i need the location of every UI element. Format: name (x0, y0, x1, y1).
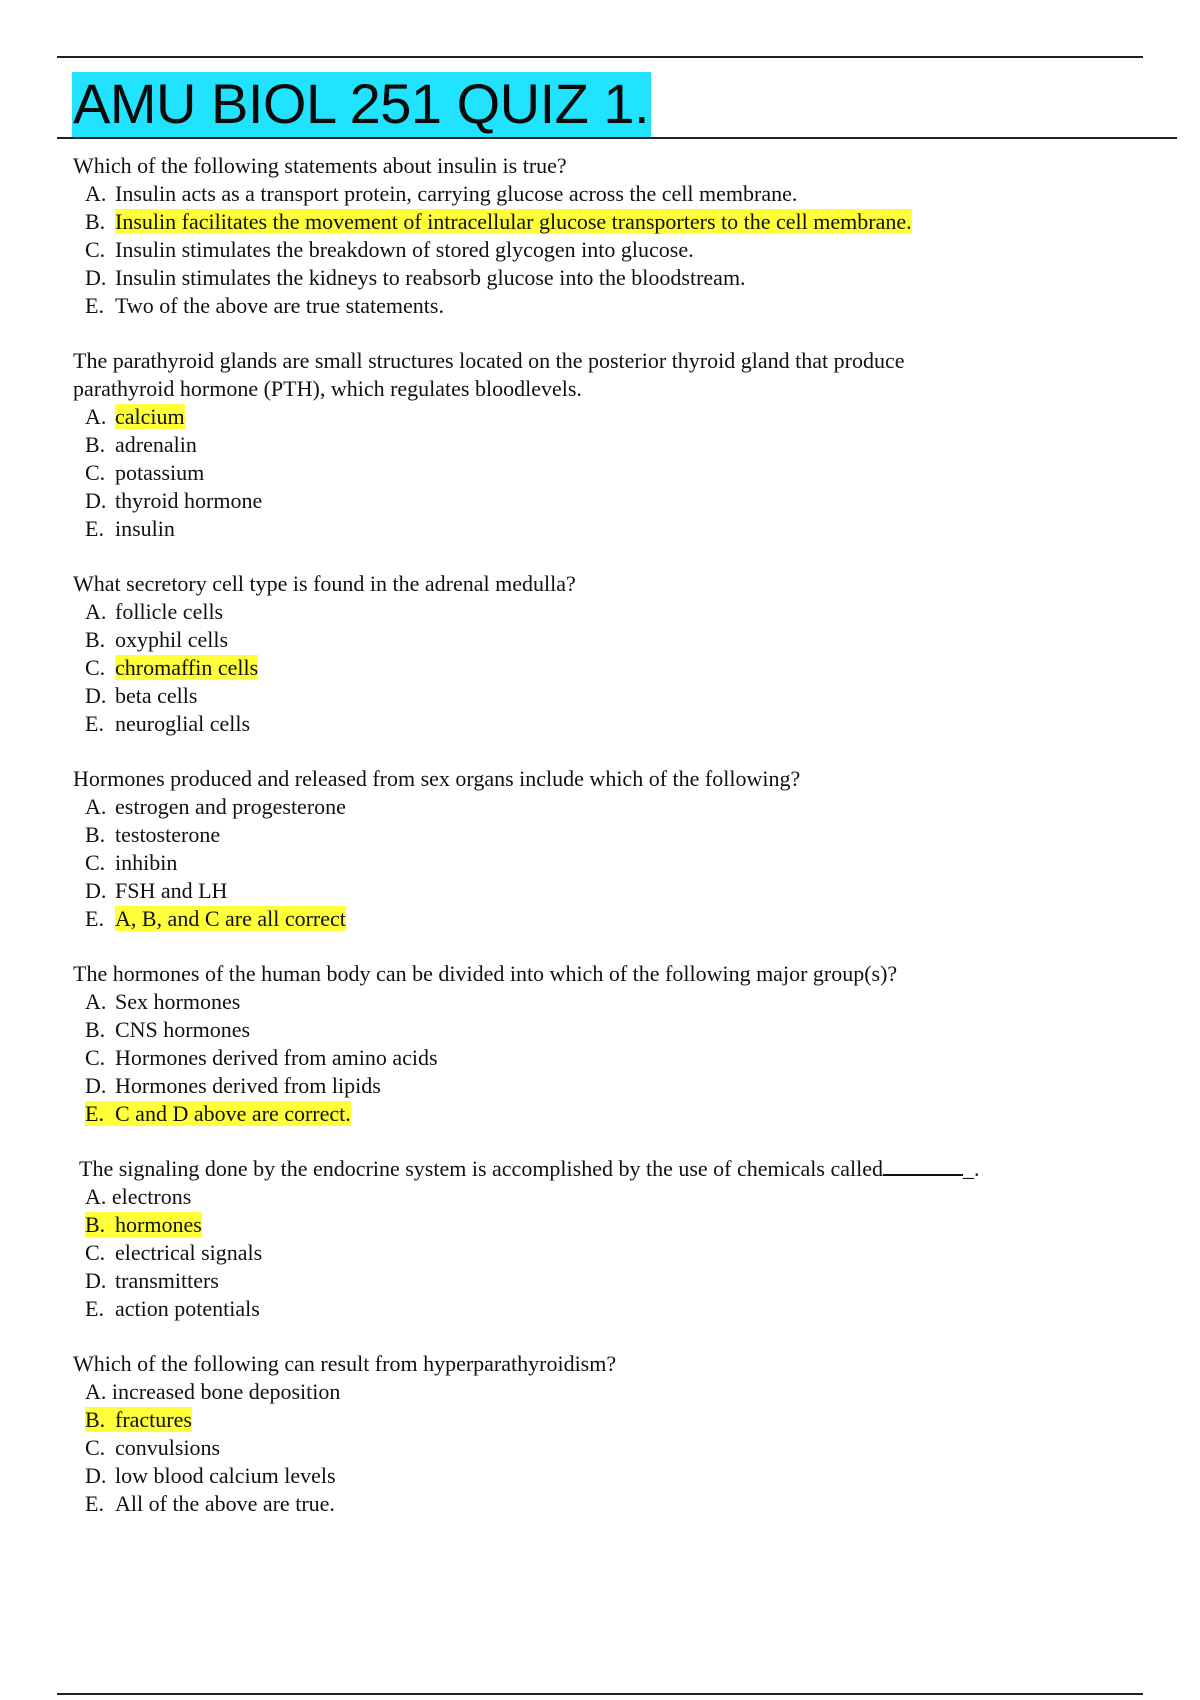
option-letter: E. (85, 1101, 104, 1126)
option-text: hormones (115, 1212, 202, 1237)
option-letter: B. (85, 432, 106, 457)
question-6-stem (73, 1155, 1133, 1183)
question-6-option-e (85, 1295, 1133, 1323)
option-text: neuroglial cells (115, 711, 251, 736)
option-text: electrical signals (115, 1240, 263, 1265)
fill-in-blank (883, 1156, 963, 1176)
option-text: thyroid hormone (115, 488, 263, 513)
option-text: adrenalin (115, 432, 197, 457)
question-7 (73, 1350, 1133, 1518)
question-2-stem-line-1: The parathyroid glands are small structures located on the posterior thyroid gland that produce (73, 348, 905, 373)
question-6-option-a (85, 1183, 1133, 1211)
option-text: inhibin (115, 850, 178, 875)
question-2-stem-line-2: parathyroid hormone (PTH), which regulates bloodlevels. (73, 376, 582, 401)
highlighted-answer-row (85, 1212, 202, 1237)
question-5 (73, 960, 1133, 1128)
question-4-option-a (85, 793, 1133, 821)
option-letter: E. (85, 906, 104, 931)
option-text: insulin (115, 516, 175, 541)
question-3-option-d (85, 682, 1133, 710)
option-letter: E. (85, 1296, 104, 1321)
question-1-option-e (85, 292, 1133, 320)
option-letter: D. (85, 1463, 107, 1488)
question-3-option-a (85, 598, 1133, 626)
option-letter: A. (85, 1184, 107, 1209)
option-letter: C. (85, 655, 106, 680)
option-text: Insulin stimulates the breakdown of stored glycogen into glucose. (115, 237, 694, 262)
question-7-option-c (85, 1434, 1133, 1462)
option-letter: A. (85, 599, 107, 624)
question-6-option-b (85, 1211, 1133, 1239)
option-text: Hormones derived from lipids (115, 1073, 381, 1098)
question-6-stem-tail: _. (963, 1156, 980, 1181)
option-text: Hormones derived from amino acids (115, 1045, 438, 1070)
highlighted-answer: A, B, and C are all correct (115, 906, 346, 931)
highlighted-answer: calcium (115, 404, 185, 429)
question-1-option-b (85, 208, 1133, 236)
option-letter: C. (85, 237, 106, 262)
highlighted-answer-row (85, 1101, 351, 1126)
question-6-option-c (85, 1239, 1133, 1267)
option-letter: C. (85, 1045, 106, 1070)
question-5-stem: The hormones of the human body can be divided into which of the following major group(s)? (73, 961, 898, 986)
question-4-stem: Hormones produced and released from sex organs include which of the following? (73, 766, 801, 791)
question-4-option-b (85, 821, 1133, 849)
option-letter: D. (85, 488, 107, 513)
option-letter: D. (85, 878, 107, 903)
document-title: AMU BIOL 251 QUIZ 1. (73, 72, 650, 135)
option-letter: E. (85, 293, 104, 318)
option-text: Insulin stimulates the kidneys to reabsorb glucose into the bloodstream. (115, 265, 746, 290)
option-letter: B. (85, 822, 106, 847)
option-text: follicle cells (115, 599, 224, 624)
option-letter: A. (85, 1379, 107, 1404)
option-text: beta cells (115, 683, 198, 708)
option-text: electrons (111, 1184, 192, 1209)
option-letter: D. (85, 683, 107, 708)
question-6-option-d (85, 1267, 1133, 1295)
title-underline-rule (57, 137, 1177, 139)
option-letter: E. (85, 711, 104, 736)
question-2-option-e (85, 515, 1133, 543)
question-5-option-d (85, 1072, 1133, 1100)
quiz-body (73, 152, 1133, 1545)
option-text: All of the above are true. (115, 1491, 335, 1516)
question-5-options (73, 988, 1133, 1128)
question-2-option-b (85, 431, 1133, 459)
option-letter: C. (85, 1240, 106, 1265)
question-4-option-c (85, 849, 1133, 877)
top-rule (57, 56, 1143, 58)
question-7-option-b (85, 1406, 1133, 1434)
question-5-option-a (85, 988, 1133, 1016)
option-text: fractures (115, 1407, 192, 1432)
question-7-option-e (85, 1490, 1133, 1518)
question-7-option-d (85, 1462, 1133, 1490)
question-1-option-c (85, 236, 1133, 264)
option-letter: E. (85, 516, 104, 541)
option-letter: A. (85, 181, 107, 206)
option-text: testosterone (115, 822, 221, 847)
question-4-option-d (85, 877, 1133, 905)
option-letter: B. (85, 1212, 106, 1237)
question-5-option-c (85, 1044, 1133, 1072)
option-text: transmitters (115, 1268, 219, 1293)
question-3-stem: What secretory cell type is found in the adrenal medulla? (73, 571, 576, 596)
option-letter: C. (85, 850, 106, 875)
option-letter: D. (85, 265, 107, 290)
option-text: Two of the above are true statements. (115, 293, 444, 318)
question-3 (73, 570, 1133, 738)
option-text: Sex hormones (115, 989, 241, 1014)
option-letter: A. (85, 794, 107, 819)
option-text: potassium (115, 460, 205, 485)
option-letter: B. (85, 627, 106, 652)
option-text: low blood calcium levels (115, 1463, 336, 1488)
question-3-options (73, 598, 1133, 738)
highlighted-answer-row (85, 1407, 192, 1432)
question-6-stem-text: The signaling done by the endocrine system is accomplished by the use of chemicals called (79, 1156, 883, 1181)
question-2-option-d (85, 487, 1133, 515)
highlighted-answer: chromaffin cells (115, 655, 259, 680)
option-text: increased bone deposition (111, 1379, 341, 1404)
option-text: FSH and LH (115, 878, 228, 903)
question-2 (73, 347, 1133, 543)
question-3-option-c (85, 654, 1133, 682)
option-letter: B. (85, 1407, 106, 1432)
question-5-option-b (85, 1016, 1133, 1044)
question-4-options (73, 793, 1133, 933)
option-letter: D. (85, 1073, 107, 1098)
question-6 (73, 1155, 1133, 1323)
option-text: oxyphil cells (115, 627, 229, 652)
question-1-option-a (85, 180, 1133, 208)
option-text: action potentials (115, 1296, 260, 1321)
option-letter: A. (85, 989, 107, 1014)
question-2-option-a (85, 403, 1133, 431)
bottom-rule (57, 1693, 1143, 1695)
question-6-options (73, 1183, 1133, 1323)
option-text: estrogen and progesterone (115, 794, 346, 819)
question-2-option-c (85, 459, 1133, 487)
question-4-option-e (85, 905, 1133, 933)
option-letter: E. (85, 1491, 104, 1516)
question-1-option-d (85, 264, 1133, 292)
question-7-option-a (85, 1378, 1133, 1406)
question-1-stem: Which of the following statements about insulin is true? (73, 153, 567, 178)
option-letter: A. (85, 404, 107, 429)
question-7-options (73, 1378, 1133, 1518)
option-letter: B. (85, 1017, 106, 1042)
highlighted-answer: Insulin facilitates the movement of intracellular glucose transporters to the cell membrane. (115, 209, 912, 234)
question-4 (73, 765, 1133, 933)
option-text: C and D above are correct. (115, 1101, 351, 1126)
option-letter: C. (85, 1435, 106, 1460)
option-letter: B. (85, 209, 106, 234)
question-3-option-b (85, 626, 1133, 654)
option-text: Insulin acts as a transport protein, carrying glucose across the cell membrane. (115, 181, 798, 206)
question-1-options (73, 180, 1133, 320)
question-7-stem: Which of the following can result from hyperparathyroidism? (73, 1351, 617, 1376)
option-letter: C. (85, 460, 106, 485)
question-2-options (73, 403, 1133, 543)
question-3-option-e (85, 710, 1133, 738)
question-5-option-e (85, 1100, 1133, 1128)
question-1 (73, 152, 1133, 320)
option-text: CNS hormones (115, 1017, 251, 1042)
option-letter: D. (85, 1268, 107, 1293)
option-text: convulsions (115, 1435, 221, 1460)
